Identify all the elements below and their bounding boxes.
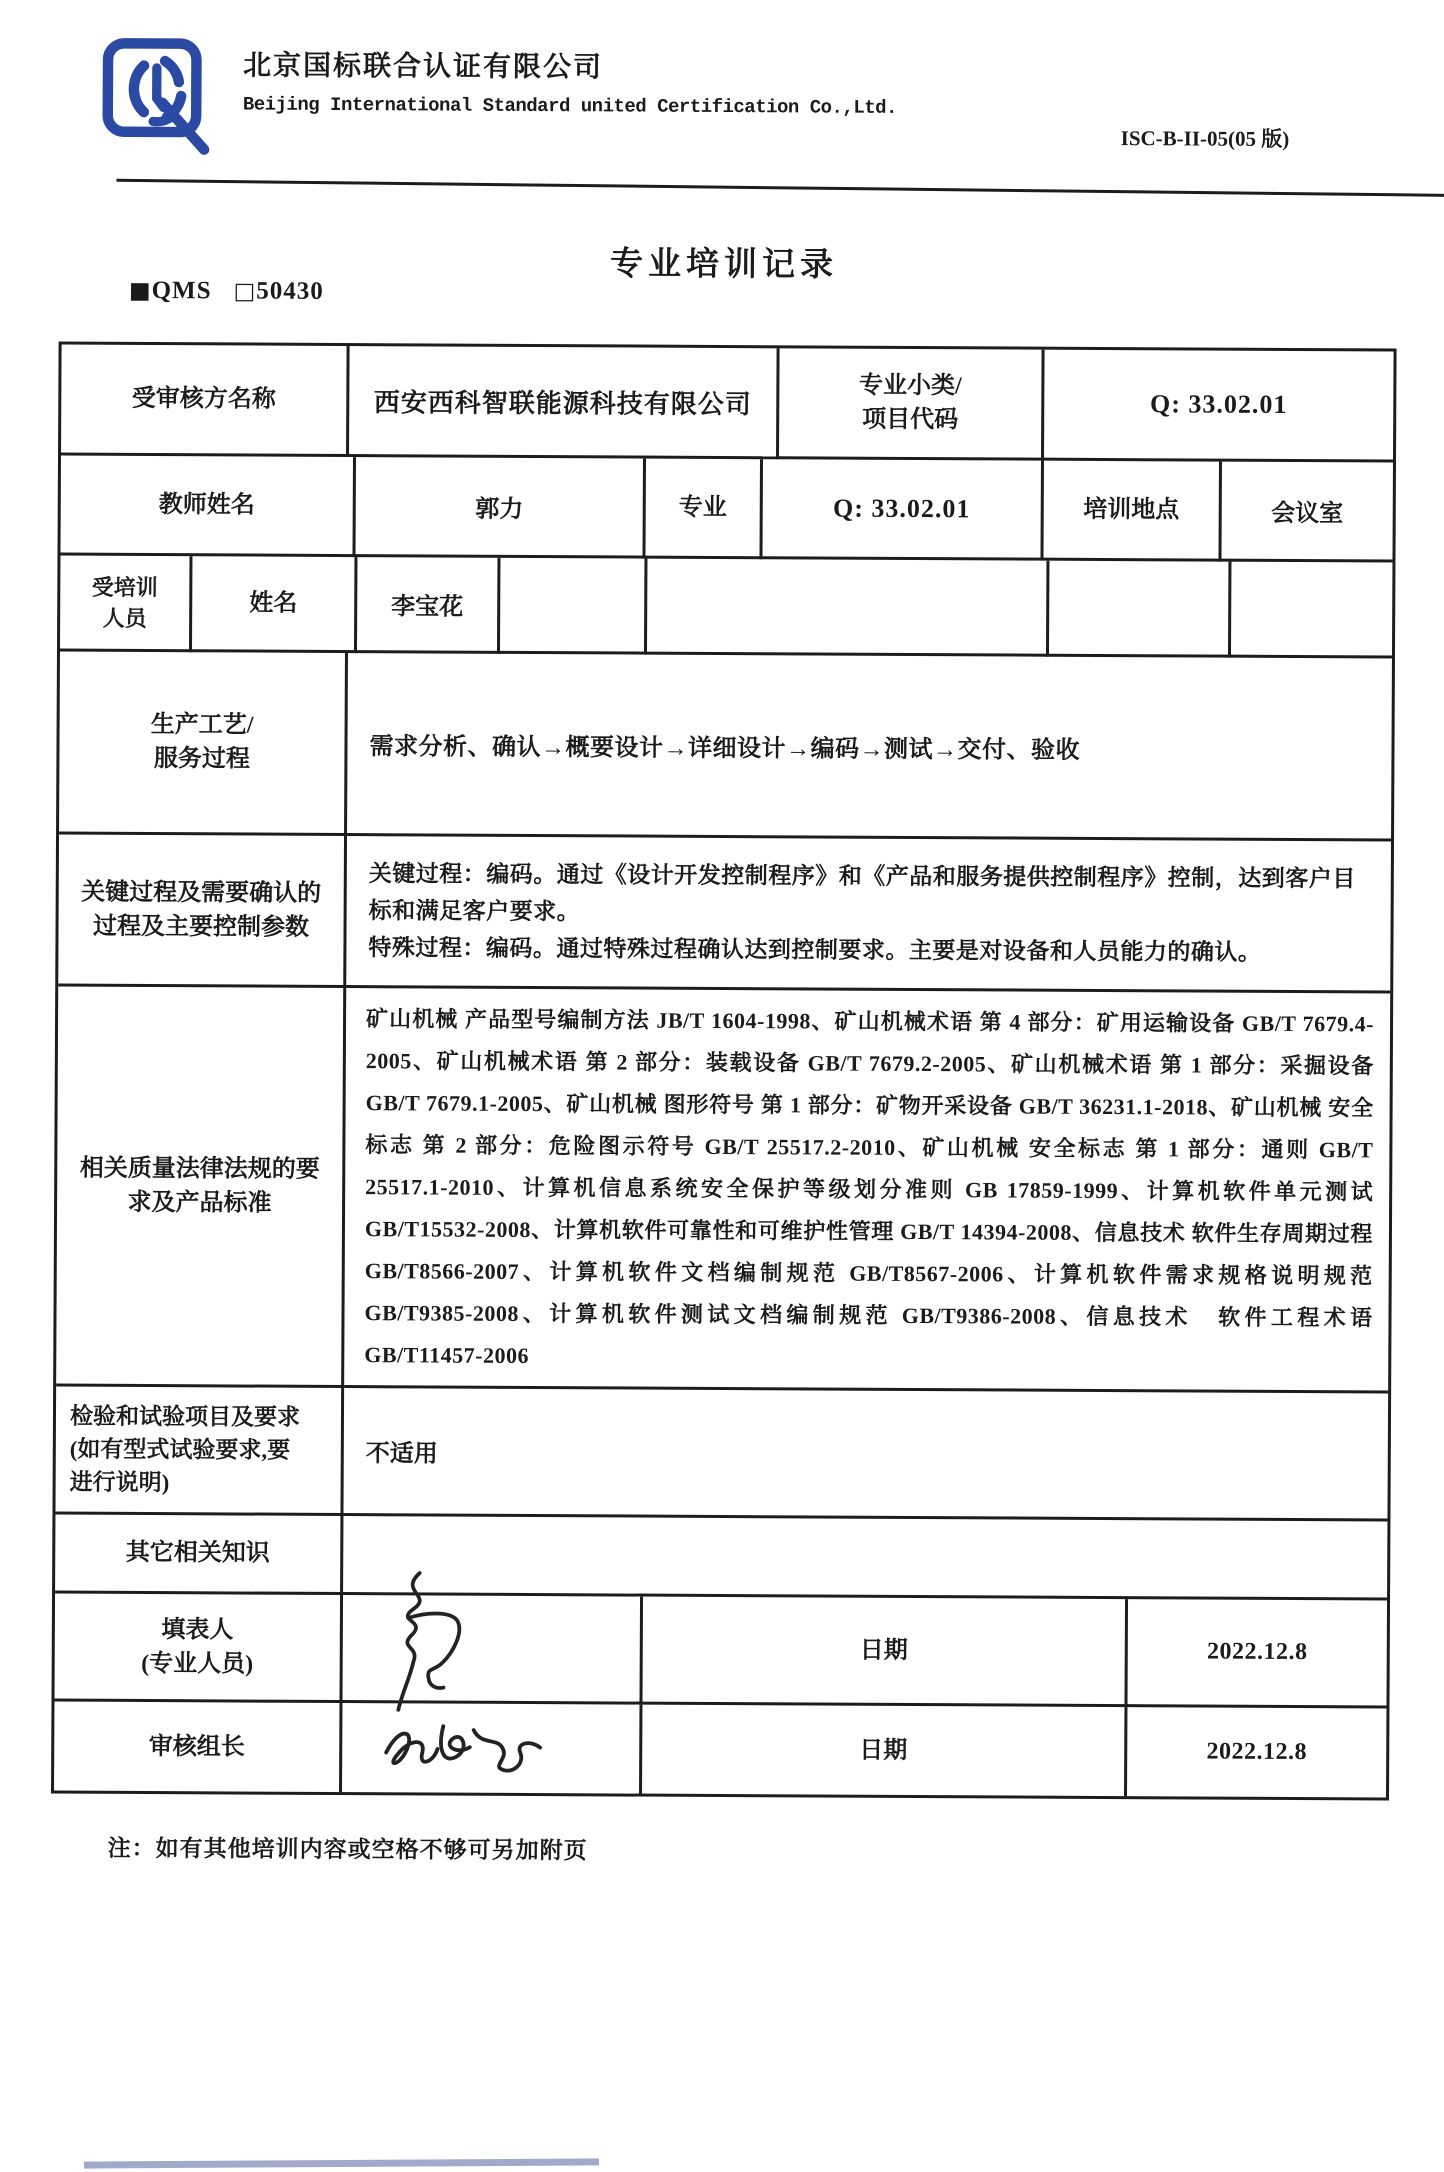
trainee-empty-cell bbox=[1231, 562, 1393, 659]
company-name-cn: 北京国标联合认证有限公司 bbox=[242, 50, 604, 84]
teacher-label: 教师姓名 bbox=[158, 491, 255, 519]
leader-date-value: 2022.12.8 bbox=[1206, 1738, 1308, 1766]
other-knowledge-label: 其它相关知识 bbox=[125, 1539, 270, 1567]
subcategory-label-line1: 专业小类/ bbox=[858, 372, 962, 400]
major-label-cell bbox=[645, 459, 763, 560]
company-logo-icon bbox=[98, 33, 219, 162]
filler-date-value: 2022.12.8 bbox=[1206, 1638, 1308, 1666]
filler-label-cell bbox=[54, 1594, 343, 1704]
row-key-process bbox=[58, 835, 1391, 994]
major-label: 专业 bbox=[678, 494, 727, 521]
subcategory-label-cell bbox=[779, 348, 1045, 460]
filler-date-label-cell bbox=[642, 1597, 1128, 1708]
leader-signature-cell bbox=[342, 1703, 642, 1794]
leader-signature-icon bbox=[366, 1699, 556, 1795]
qms-label: QMS bbox=[151, 277, 212, 305]
inspection-value: 不适用 bbox=[365, 1441, 438, 1468]
code-label: 50430 bbox=[256, 277, 324, 305]
leader-date-label-cell bbox=[642, 1705, 1127, 1797]
trainee-empty-cell bbox=[1049, 561, 1232, 658]
row-process bbox=[59, 652, 1392, 842]
trainee-empty-cell bbox=[647, 559, 1049, 657]
filler-date-label: 日期 bbox=[859, 1637, 908, 1664]
row-trainees bbox=[60, 556, 1392, 659]
trainees-label-line1: 受培训 bbox=[91, 574, 158, 600]
key-process-para1: 关键过程：编码。通过《设计开发控制程序》和《产品和服务提供控制程序》控制，达到客户目标和满足客户要求。 bbox=[368, 861, 1356, 925]
teacher-label-cell bbox=[60, 456, 356, 558]
other-knowledge-value-cell bbox=[343, 1516, 1387, 1600]
leader-label: 审核组长 bbox=[148, 1733, 245, 1761]
trainee-name-label: 姓名 bbox=[249, 590, 298, 617]
row-other-knowledge bbox=[55, 1515, 1387, 1601]
regulations-label-cell bbox=[56, 987, 346, 1389]
trainee-name1-cell bbox=[357, 557, 501, 654]
subcategory-value-cell bbox=[1044, 350, 1394, 463]
teacher-name: 郭力 bbox=[475, 496, 524, 523]
trainee-name1: 李宝花 bbox=[391, 594, 464, 621]
row-teacher bbox=[60, 456, 1393, 563]
process-label-line2: 服务过程 bbox=[153, 746, 250, 773]
inspection-label-line2: (如有型式试验要求,要 bbox=[69, 1436, 291, 1463]
auditee-label: 受审核方名称 bbox=[131, 385, 276, 413]
filler-date-value-cell bbox=[1127, 1599, 1387, 1708]
company-name-block bbox=[243, 43, 897, 118]
place-label: 培训地点 bbox=[1083, 496, 1180, 523]
header-divider bbox=[116, 179, 1444, 197]
inspection-label-cell bbox=[55, 1387, 344, 1517]
leader-date-value-cell bbox=[1127, 1707, 1386, 1797]
document-header bbox=[3, 0, 1444, 151]
place-label-cell bbox=[1043, 461, 1222, 562]
filler-label-line1: 填表人 bbox=[161, 1616, 234, 1643]
inspection-label-line3: 进行说明) bbox=[69, 1469, 170, 1496]
auditee-value: 西安西科智联能源科技有限公司 bbox=[373, 387, 752, 419]
doc-code: ISC-B-II-05(05 版) bbox=[1120, 126, 1290, 151]
key-process-label-line1: 关键过程及需要确认的 bbox=[81, 879, 322, 907]
trainee-empty-cell bbox=[500, 558, 648, 655]
company-name-en: Beijing International Standard united Certification Co.,Ltd. bbox=[242, 93, 898, 119]
major-value-cell bbox=[762, 459, 1044, 560]
trainees-label-line2: 人员 bbox=[102, 605, 147, 631]
process-label-cell bbox=[59, 652, 348, 837]
code-checkbox-empty-icon: □ bbox=[233, 278, 257, 305]
key-process-value-cell bbox=[346, 836, 1391, 993]
qms-checkbox-filled-icon: ■ bbox=[128, 277, 152, 305]
trainees-label-cell bbox=[60, 556, 193, 653]
leader-date-label: 日期 bbox=[859, 1737, 908, 1764]
regulations-label-line1: 相关质量法律法规的要 bbox=[79, 1155, 320, 1183]
footer-note: 注：如有其他培训内容或空格不够可另加附页 bbox=[107, 1835, 588, 1864]
inspection-value-cell bbox=[343, 1388, 1388, 1521]
process-value-cell bbox=[347, 653, 1392, 841]
scheme-line bbox=[129, 277, 324, 306]
filler-signature-cell bbox=[342, 1595, 643, 1705]
process-label-line1: 生产工艺/ bbox=[150, 712, 254, 739]
regulations-label-line2: 求及产品标准 bbox=[127, 1189, 272, 1217]
leader-label-cell bbox=[54, 1702, 342, 1793]
auditee-value-cell bbox=[349, 346, 780, 459]
row-regulations bbox=[56, 987, 1390, 1394]
page-title: 专业培训记录 bbox=[609, 246, 839, 284]
filler-label-line2: (专业人员) bbox=[141, 1650, 254, 1678]
inspection-label-line1: 检验和试验项目及要求 bbox=[69, 1403, 301, 1430]
process-flow-text: 需求分析、确认→概要设计→详细设计→编码→测试→交付、验收 bbox=[369, 733, 1081, 764]
place-value: 会议室 bbox=[1271, 500, 1344, 528]
regulations-text: 矿山机械 产品型号编制方法 JB/T 1604-1998、矿山机械术语 第 4 部分：矿用运输设备 GB/T 7679.4-2005、矿山机械术语 第 2 部分：装载设备 GB/T 7679.2-2005、矿山机械术语 第 1 部分：采掘设备 GB/T 7679.1-2005、矿山机械 图形符号 第 1 部分：矿物开采设备 GB/T 36231.1-2018、矿山机械 安全标志 第 2 部分：危险图示符号 GB/T 25517.2-2010、矿山机械 安全标志 第 1 部分：通则 GB/T 25517.1-2010、计算机信息系统安全保护等级划分准则 GB 17859-1999、计算机软件单元测试 GB/T15532-2008、计算机软件可靠性和可维护性管理 GB/T 14394-2008、信息技术 软件生存周期过程 GB/T8566-2007、计算机软件文档编制规范 GB/T8567-2006、计算机软件需求规格说明规范 GB/T9385-2008、计算机软件测试文档编制规范 GB/T9386-2008、信息技术 软件工程术语 GB/T11457-2006 bbox=[364, 1005, 1375, 1368]
auditee-label-cell bbox=[61, 345, 350, 458]
regulations-value-cell bbox=[344, 988, 1390, 1393]
subcategory-value: Q: 33.02.01 bbox=[1150, 389, 1288, 419]
filler-signature-icon bbox=[366, 1567, 487, 1718]
trainee-name-label-cell bbox=[192, 556, 358, 653]
row-auditee bbox=[61, 345, 1394, 463]
row-leader bbox=[54, 1702, 1386, 1798]
key-process-para2: 特殊过程：编码。通过特殊过程确认达到控制要求。主要是对设备和人员能力的确认。 bbox=[368, 935, 1262, 965]
teacher-name-cell bbox=[355, 457, 646, 559]
key-process-label-cell bbox=[58, 835, 347, 989]
training-record-table bbox=[51, 342, 1397, 1801]
subcategory-label-line2: 项目代码 bbox=[862, 406, 959, 434]
row-inspection bbox=[55, 1387, 1388, 1522]
place-value-cell bbox=[1221, 462, 1393, 563]
row-filler bbox=[54, 1594, 1387, 1709]
other-knowledge-label-cell bbox=[55, 1515, 343, 1596]
major-value: Q: 33.02.01 bbox=[832, 493, 971, 523]
key-process-label-line2: 过程及主要控制参数 bbox=[92, 913, 310, 941]
